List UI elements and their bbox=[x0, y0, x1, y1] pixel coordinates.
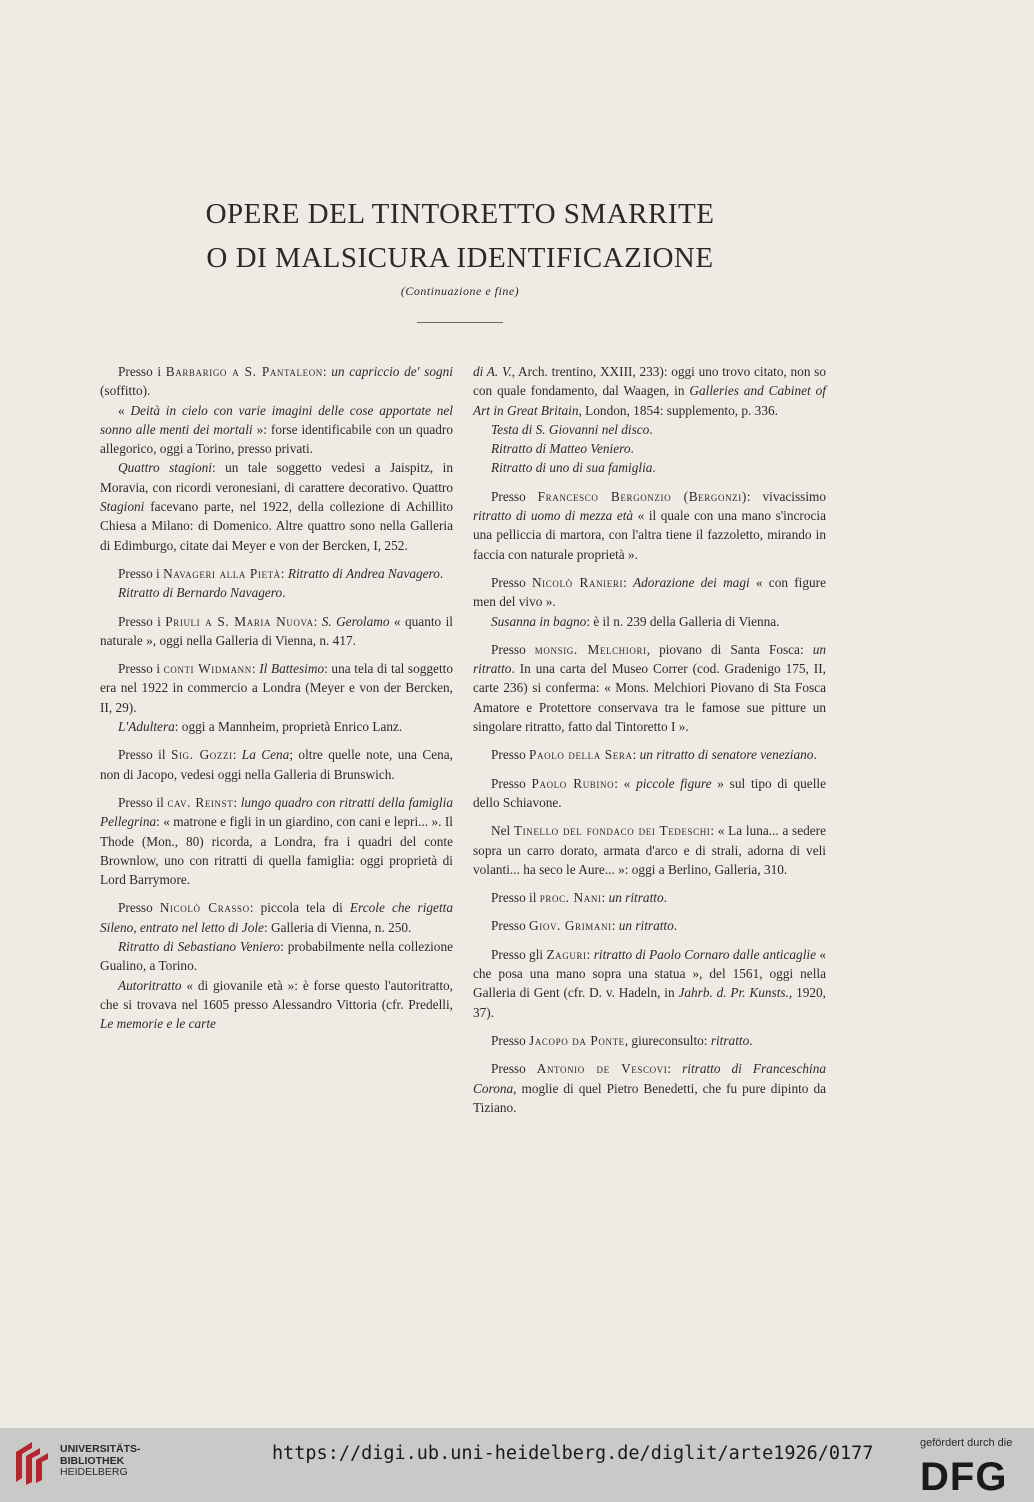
dfg-logo[interactable]: DFG bbox=[920, 1455, 1008, 1499]
paragraph: Presso il proc. Nani: un ritratto. bbox=[491, 890, 667, 906]
paragraph: Presso Giov. Grimani: un ritratto. bbox=[491, 918, 678, 934]
paragraph: Presso Paolo Rubino: « piccole figure » sul tipo di quelle dello Schiavone. bbox=[473, 775, 826, 810]
paragraph: Presso Nicolò Crasso: piccola tela di Ercole che rigetta Sileno, entrato nel letto di Jole: Galleria di Vienna, n. 250. bbox=[100, 900, 453, 935]
paragraph: Presso Jacopo da Ponte, giureconsulto: ritratto. bbox=[491, 1032, 753, 1048]
university-library-logo-icon[interactable] bbox=[12, 1438, 50, 1486]
paragraph: Ritratto di uno di sua famiglia. bbox=[491, 460, 656, 476]
left-column bbox=[100, 362, 453, 1034]
paragraph: « Deità in cielo con varie imagini delle cose apportate nel sonno alle menti dei mortali »: forse identificabile con un quadro allegorico, oggi a Torino, presso privati. bbox=[100, 402, 453, 457]
paragraph: L'Adultera: oggi a Mannheim, proprietà Enrico Lanz. bbox=[118, 719, 403, 735]
university-library-name[interactable] bbox=[60, 1444, 141, 1479]
library-line-1: UNIVERSITÄTS- bbox=[60, 1443, 141, 1455]
library-line-2: BIBLIOTHEK bbox=[60, 1454, 125, 1467]
paragraph: Autoritratto « di giovanile età »: è forse questo l'autoritratto, che si trovava nel 1605 presso Alessandro Vittoria (cfr. Predelli, Le memorie e le carte bbox=[100, 977, 453, 1032]
paragraph: Susanna in bagno: è il n. 239 della Galleria di Vienna. bbox=[491, 613, 780, 629]
paragraph: Presso Antonio de Vescovi: ritratto di Franceschina Corona, moglie di quel Pietro Benedetti, che fu pure dipinto da Tiziano. bbox=[473, 1061, 827, 1115]
paragraph: Quattro stagioni: un tale soggetto vedesi a Jaispitz, in Moravia, con ricordi veronesiani, di carattere decorativo. Quattro Stagioni facevano parte, nel 1922, della collezione di Achillito Chiesa a Milano: di Domenico. Altre quattro sono nella Galleria di Edimburgo, citate dai Meyer e von der Bercken, I, 252. bbox=[100, 460, 453, 553]
paragraph: Testa di S. Giovanni nel disco. bbox=[491, 421, 653, 437]
paragraph: Nel Tinello del fondaco dei Tedeschi: « La luna... a sedere sopra un carro dorato, armata d'arco e di strali, adorna di veli volanti... ha seco le Aure... »: oggi a Berlino, Galleria, 310. bbox=[473, 823, 827, 877]
paragraph: Presso i conti Widmann: Il Battesimo: una tela di tal soggetto era nel 1922 in commercio a Londra (Meyer e von der Bercken, II, 29). bbox=[100, 661, 453, 715]
permalink-url[interactable]: https://digi.ub.uni-heidelberg.de/diglit/arte1926/0177 bbox=[272, 1443, 874, 1464]
paragraph: Presso monsig. Melchiori, piovano di Santa Fosca: un ritratto. In una carta del Museo Correr (cod. Gradenigo 175, II, carte 236) si conferma: « Mons. Melchiori Piovano di Sta Fosca Amatore e Protettore conservava tra le famose sue pitture un singolare ritratto, fatto dal Tintoretto I ». bbox=[473, 641, 827, 735]
article-subtitle: (Continuazione e fine) bbox=[400, 284, 520, 298]
paragraph: Presso i Barbarigo a S. Pantaleon: un capriccio de' sogni (soffitto). bbox=[100, 364, 453, 399]
right-column bbox=[473, 362, 826, 1117]
title-line-1: OPERE DEL TINTORETTO SMARRITE bbox=[205, 198, 715, 230]
paragraph: Presso Paolo della Sera: un ritratto di senatore veneziano. bbox=[491, 747, 817, 763]
paragraph: Presso i Navageri alla Pietà: Ritratto di Andrea Navagero. bbox=[118, 565, 444, 581]
viewer-footer bbox=[0, 1428, 1034, 1502]
paragraph: Presso gli Zaguri: ritratto di Paolo Cornaro dalle anticaglie « che posa una mano sopra una statua », del 1561, oggi nella Galleria di Gent (cfr. D. v. Hadeln, in Jahrb. d. Pr. Kunsts., 1920, 37). bbox=[473, 946, 826, 1020]
paragraph: Ritratto di Sebastiano Veniero: probabilmente nella collezione Gualino, a Torino. bbox=[100, 939, 453, 974]
article-title bbox=[120, 192, 800, 280]
paragraph: Presso Nicolò Ranieri: Adorazione dei magi « con figure men del vivo ». bbox=[473, 574, 827, 610]
title-line-2: O DI MALSICURA IDENTIFICAZIONE bbox=[206, 242, 714, 274]
paragraph: Presso Francesco Bergonzio (Bergonzi): vivacissimo ritratto di uomo di mezza età « il quale con una mano s'incrocia una pelliccia di martora, con l'altra tiene il fazzoletto, mirando in faccia con naturale proprietà ». bbox=[473, 488, 827, 562]
paragraph: Ritratto di Bernardo Navagero. bbox=[118, 585, 286, 601]
library-line-3: HEIDELBERG bbox=[60, 1466, 128, 1478]
paragraph: Presso il Sig. Gozzi: La Cena; oltre quelle note, una Cena, non di Jacopo, vedesi oggi nella Galleria di Brunswich. bbox=[100, 747, 454, 782]
title-rule bbox=[417, 322, 503, 323]
paragraph: Ritratto di Matteo Veniero. bbox=[491, 441, 634, 457]
paragraph: di A. V., Arch. trentino, XXIII, 233): oggi uno trovo citato, non so con quale fondamento, dal Waagen, in Galleries and Cabinet of Art in Great Britain, London, 1854: supplemento, p. 336. bbox=[473, 364, 826, 418]
paragraph: Presso il cav. Reinst: lungo quadro con ritratti della famiglia Pellegrina: « matrone e figli in un giardino, con cani e lepri... ». Il Thode (Mon., 80) ricorda, a Londra, fra i quadri del conte Brownlow, uno con ritratti di quella famiglia: oggi proprietà di Lord Barrymore. bbox=[100, 794, 453, 888]
paragraph: Presso i Priuli a S. Maria Nuova: S. Gerolamo « quanto il naturale », oggi nella Galleria di Vienna, n. 417. bbox=[100, 613, 453, 648]
funding-text: gefördert durch die bbox=[920, 1437, 1013, 1449]
